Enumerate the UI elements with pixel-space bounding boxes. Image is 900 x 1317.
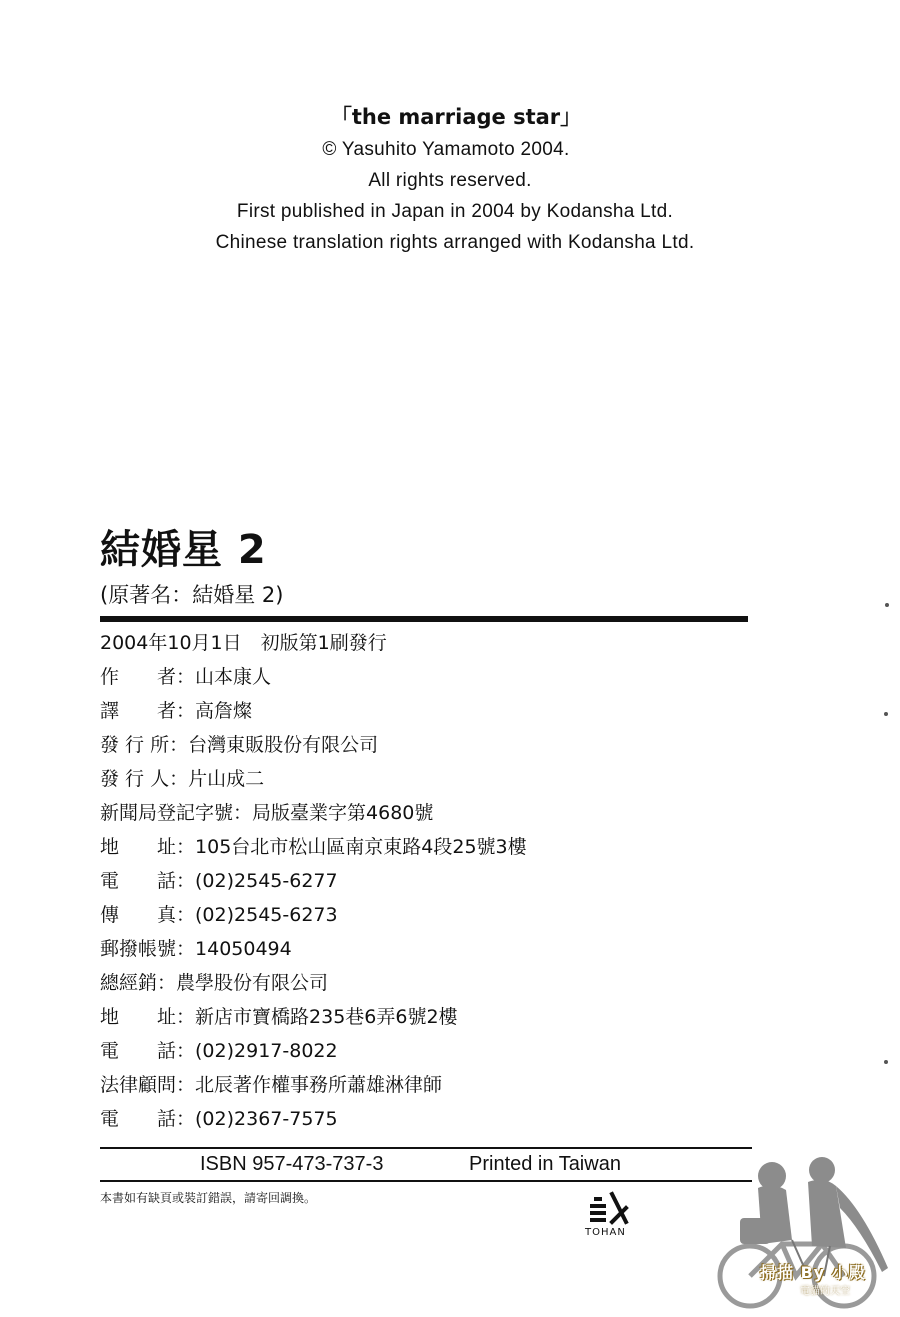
colophon-list xyxy=(100,626,748,1136)
author-value: 山本康人 xyxy=(195,666,272,688)
english-title: 「the marriage star」 xyxy=(330,105,582,129)
divider-thick xyxy=(100,616,748,622)
colophon-row-legal-phone xyxy=(100,1102,748,1136)
tohan-wordmark: TOHAN xyxy=(585,1227,626,1238)
phone-value: (02)2545-6277 xyxy=(195,870,338,892)
registration-value: 局版臺業字第4680號 xyxy=(252,802,434,824)
issuer-value: 片山成二 xyxy=(188,768,265,790)
watermark-text: 掃描 By 小殿 xyxy=(760,1263,866,1282)
publisher-value: 台灣東販股份有限公司 xyxy=(188,734,379,756)
colophon-row-distributor xyxy=(100,966,748,1000)
colophon-row-translator xyxy=(100,694,748,728)
rights-line: All rights reserved. xyxy=(368,170,532,191)
postal-account-label: 郵撥帳號： xyxy=(100,938,196,960)
watermark-subtext: 電貓的天空 xyxy=(800,1286,850,1297)
original-title: (原著名：結婚星 2) xyxy=(100,583,284,607)
book-title: 結婚星 2 xyxy=(100,527,267,573)
copyright-line: © Yasuhito Yamamoto 2004. xyxy=(322,139,570,160)
publish-date: 2004年10月1日 初版第1刷發行 xyxy=(100,632,387,654)
distributor-phone-value: (02)2917-8022 xyxy=(195,1040,338,1062)
colophon-row-address xyxy=(100,830,748,864)
distributor-value: 農學股份有限公司 xyxy=(176,972,329,994)
colophon-row-registration xyxy=(100,796,748,830)
phone-label: 電 話： xyxy=(100,1108,196,1130)
publication-line: First published in Japan in 2004 by Kodansha Ltd. xyxy=(236,201,674,222)
legal-phone-value: (02)2367-7575 xyxy=(195,1108,338,1130)
address-label: 地 址： xyxy=(100,1006,196,1028)
colophon-row-author xyxy=(100,660,748,694)
publisher-label: 發 行 所： xyxy=(100,734,189,756)
scan-speck xyxy=(884,712,888,716)
scan-speck xyxy=(884,1060,888,1064)
colophon-row-publisher xyxy=(100,728,748,762)
translator-value: 高詹燦 xyxy=(195,700,253,722)
colophon-row-distributor-phone xyxy=(100,1034,748,1068)
colophon-row-distributor-address xyxy=(100,1000,748,1034)
legal-value: 北辰著作權事務所蕭雄淋律師 xyxy=(195,1074,443,1096)
printed-in: Printed in Taiwan xyxy=(469,1153,621,1175)
fax-label: 傳 真： xyxy=(100,904,196,926)
address-value: 105台北市松山區南京東路4段25號3樓 xyxy=(195,836,527,858)
author-label: 作 者： xyxy=(100,666,196,688)
legal-label: 法律顧問： xyxy=(100,1074,196,1096)
colophon-row-fax xyxy=(100,898,748,932)
colophon-row-postal-account xyxy=(100,932,748,966)
translator-label: 譯 者： xyxy=(100,700,196,722)
return-notice: 本書如有缺頁或裝訂錯誤，請寄回調換。 xyxy=(100,1191,317,1205)
colophon-row-issuer xyxy=(100,762,748,796)
colophon-row-legal xyxy=(100,1068,748,1102)
fax-value: (02)2545-6273 xyxy=(195,904,338,926)
phone-label: 電 話： xyxy=(100,1040,196,1062)
isbn: ISBN 957-473-737-3 xyxy=(200,1153,384,1175)
colophon-row-date xyxy=(100,626,748,660)
registration-label: 新聞局登記字號： xyxy=(100,802,253,824)
distributor-address-value: 新店市寶橋路235巷6弄6號2樓 xyxy=(195,1006,458,1028)
phone-label: 電 話： xyxy=(100,870,196,892)
scan-speck xyxy=(885,603,889,607)
isbn-row xyxy=(100,1149,752,1179)
colophon-row-phone xyxy=(100,864,748,898)
divider-bottom xyxy=(100,1180,752,1182)
distributor-label: 總經銷： xyxy=(100,972,177,994)
translation-rights-line: Chinese translation rights arranged with Kodansha Ltd. xyxy=(215,232,695,253)
postal-account-value: 14050494 xyxy=(195,938,292,960)
copyright-block xyxy=(0,100,900,258)
issuer-label: 發 行 人： xyxy=(100,768,189,790)
address-label: 地 址： xyxy=(100,836,196,858)
